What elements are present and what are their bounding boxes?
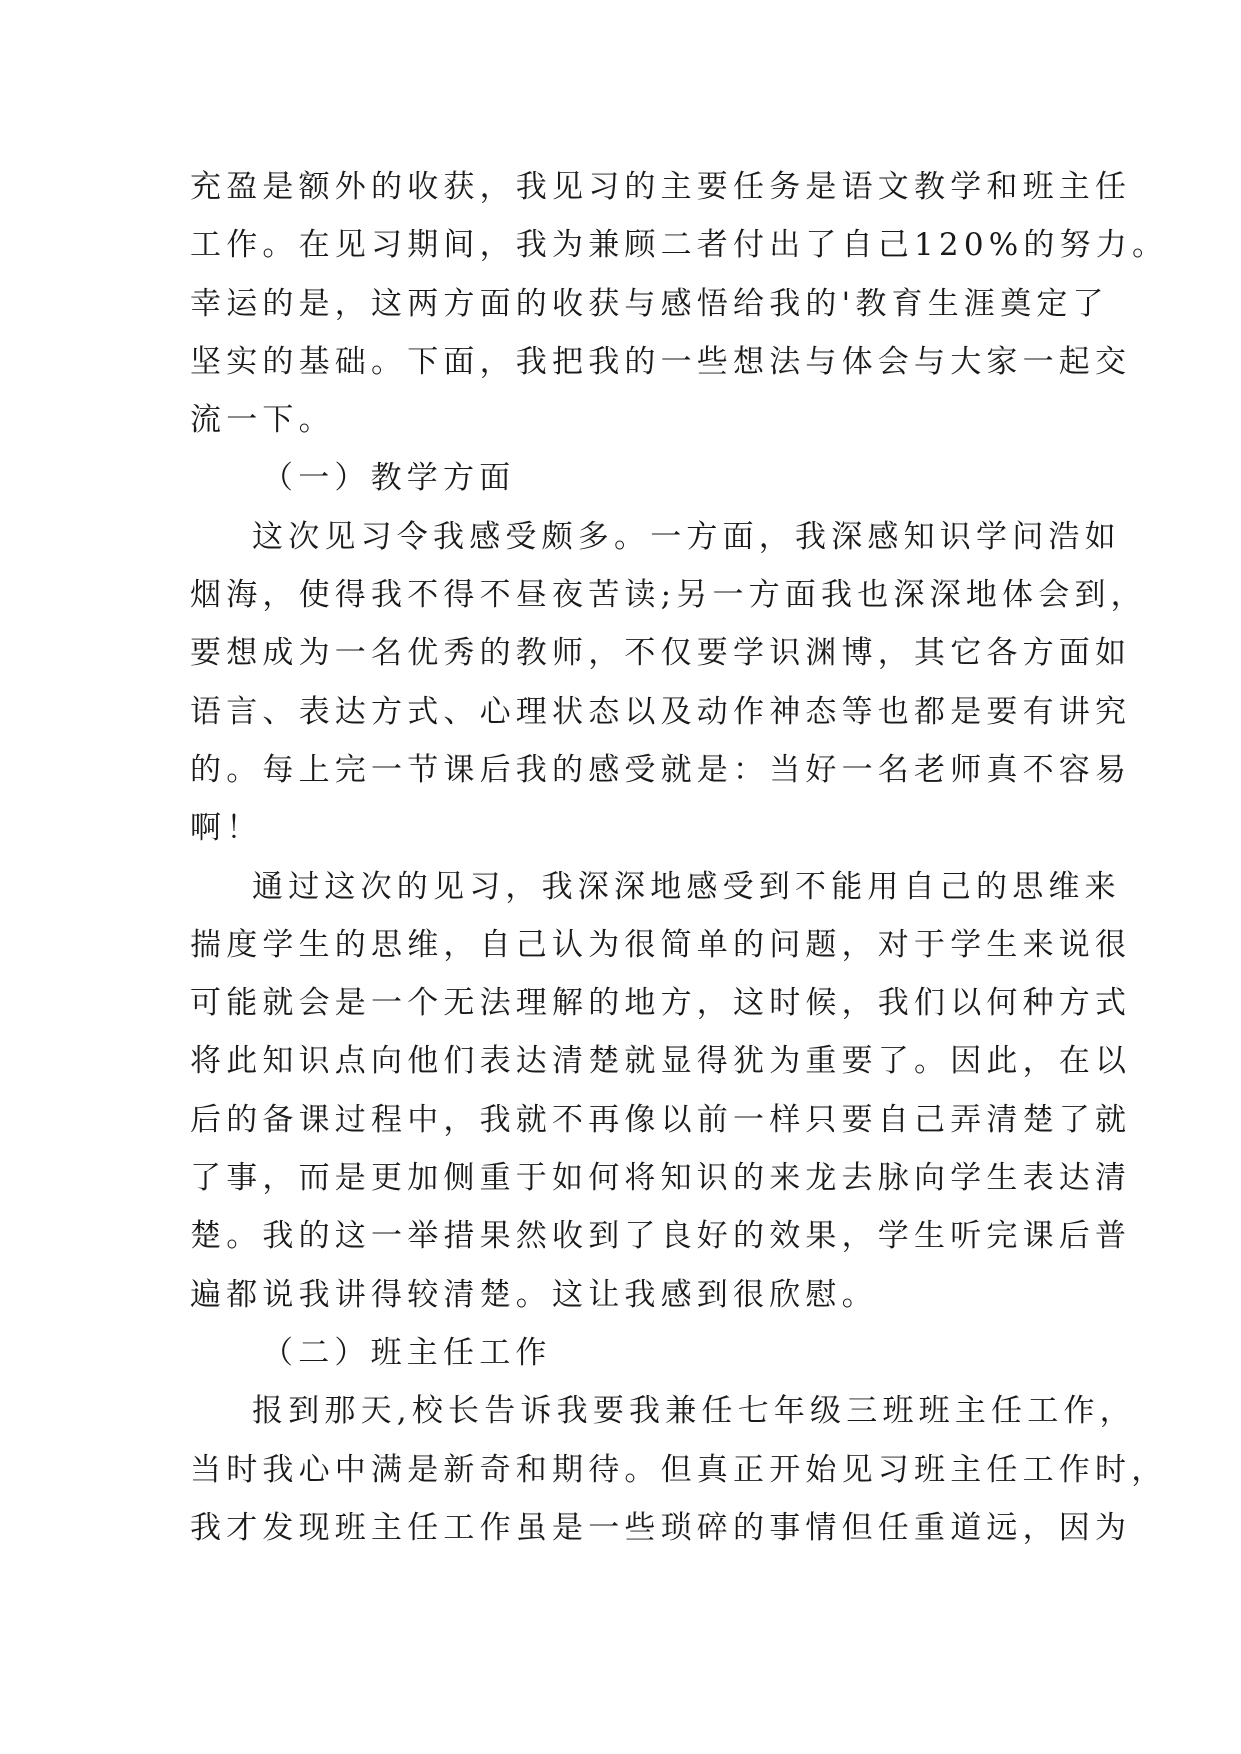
text-line: 工作。在见习期间，我为兼顾二者付出了自己120%的努力。: [190, 227, 1169, 264]
text-line: 可能就会是一个无法理解的地方，这时候，我们以何种方式: [190, 985, 1132, 1022]
text-line: 楚。我的这一举措果然收到了良好的效果，学生听完课后普: [190, 1218, 1132, 1255]
text-line: 遍都说我讲得较清楚。这让我感到很欣慰。: [190, 1276, 878, 1313]
text-line: 坚实的基础。下面，我把我的一些想法与体会与大家一起交: [190, 343, 1132, 380]
text-line: 充盈是额外的收获，我见习的主要任务是语文教学和班主任: [190, 169, 1132, 205]
text-line: 后的备课过程中，我就不再像以前一样只要自己弄清楚了就: [190, 1101, 1132, 1138]
document-body: [190, 158, 1169, 1557]
text-line: 将此知识点向他们表达清楚就显得犹为重要了。因此，在以: [190, 1043, 1132, 1080]
text-line: 我才发现班主任工作虽是一些琐碎的事情但任重道远，因为: [190, 1509, 1132, 1546]
text-line: 要想成为一名优秀的教师，不仅要学识渊博，其它各方面如: [190, 635, 1132, 672]
paragraph-start-line: 通过这次的见习，我深深地感受到不能用自己的思维来: [252, 868, 1121, 905]
text-line: 当时我心中满是新奇和期待。但真正开始见习班主任工作时，: [190, 1451, 1168, 1488]
section-heading-class-teacher: （二）班主任工作: [262, 1334, 552, 1371]
text-line: 语言、表达方式、心理状态以及动作神态等也都是要有讲究: [190, 693, 1132, 730]
text-line: 了事，而是更加侧重于如何将知识的来龙去脉向学生表达清: [190, 1160, 1132, 1197]
text-line: 烟海，使得我不得不昼夜苦读;另一方面我也深深地体会到，: [190, 577, 1147, 614]
section-heading-teaching: （一）教学方面: [262, 460, 516, 497]
paragraph-start-line: 这次见习令我感受颇多。一方面，我深感知识学问浩如: [252, 518, 1121, 555]
paragraph-start-line: 报到那天,校长告诉我要我兼任七年级三班班主任工作，: [252, 1393, 1136, 1430]
text-line: 的。每上完一节课后我的感受就是：当好一名老师真不容易: [190, 751, 1132, 788]
text-line: 流一下。: [190, 402, 335, 439]
text-line: 揣度学生的思维，自己认为很简单的问题，对于学生来说很: [190, 926, 1132, 963]
text-line: 幸运的是，这两方面的收获与感悟给我的'教育生涯奠定了: [190, 285, 1109, 322]
text-line: 啊！: [190, 810, 263, 847]
